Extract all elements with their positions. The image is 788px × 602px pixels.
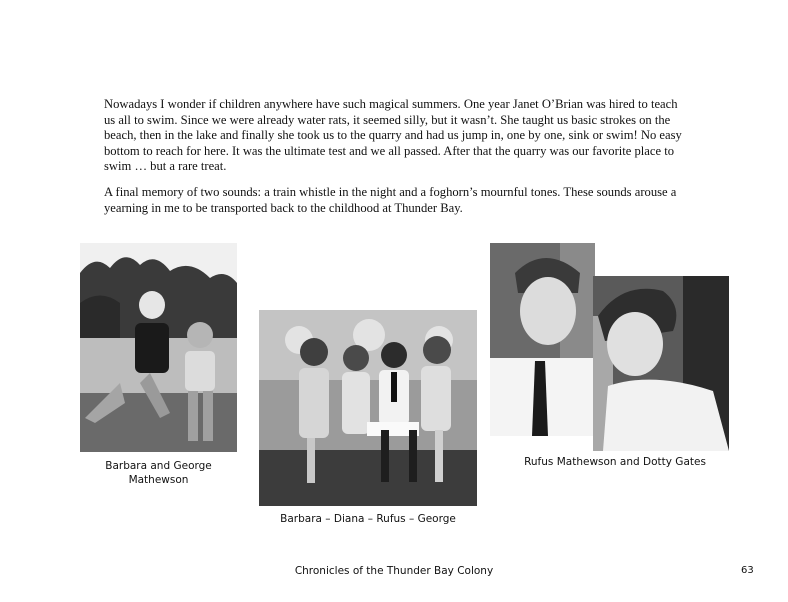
caption-rufus-dotty: Rufus Mathewson and Dotty Gates	[524, 456, 706, 468]
footer-book-title: Chronicles of the Thunder Bay Colony	[294, 565, 494, 577]
photo-barbara-george	[80, 243, 237, 452]
caption-line: Barbara and George	[105, 460, 212, 472]
photo-rufus-mathewson	[490, 243, 595, 436]
caption-children: Barbara – Diana – Rufus – George	[280, 513, 456, 525]
caption-barbara-george	[90, 459, 227, 487]
photo-dotty-gates	[593, 276, 729, 451]
caption-line: Mathewson	[128, 474, 189, 486]
body-paragraph-swimming: Nowadays I wonder if children anywhere have such magical summers. One year Janet O’Brian was hired to teach us all to swim. Since we were already water rats, it seemed silly, but it wasn’t. She taught us basic strokes on the beach, then in the lake and finally she took us to the quarry and had us jump in, one by one, sink or swim! No easy bottom to reach for here. It was the ultimate test and we all passed. After that the quarry was our favorite place to swim … but a rare treat.	[104, 97, 682, 174]
photo-children-reading	[259, 310, 477, 506]
page-number: 63	[741, 565, 754, 576]
body-paragraph-sounds: A final memory of two sounds: a train whistle in the night and a foghorn’s mournful tones. These sounds arouse a yearning in me to be transported back to the childhood at Thunder Bay.	[104, 185, 677, 215]
